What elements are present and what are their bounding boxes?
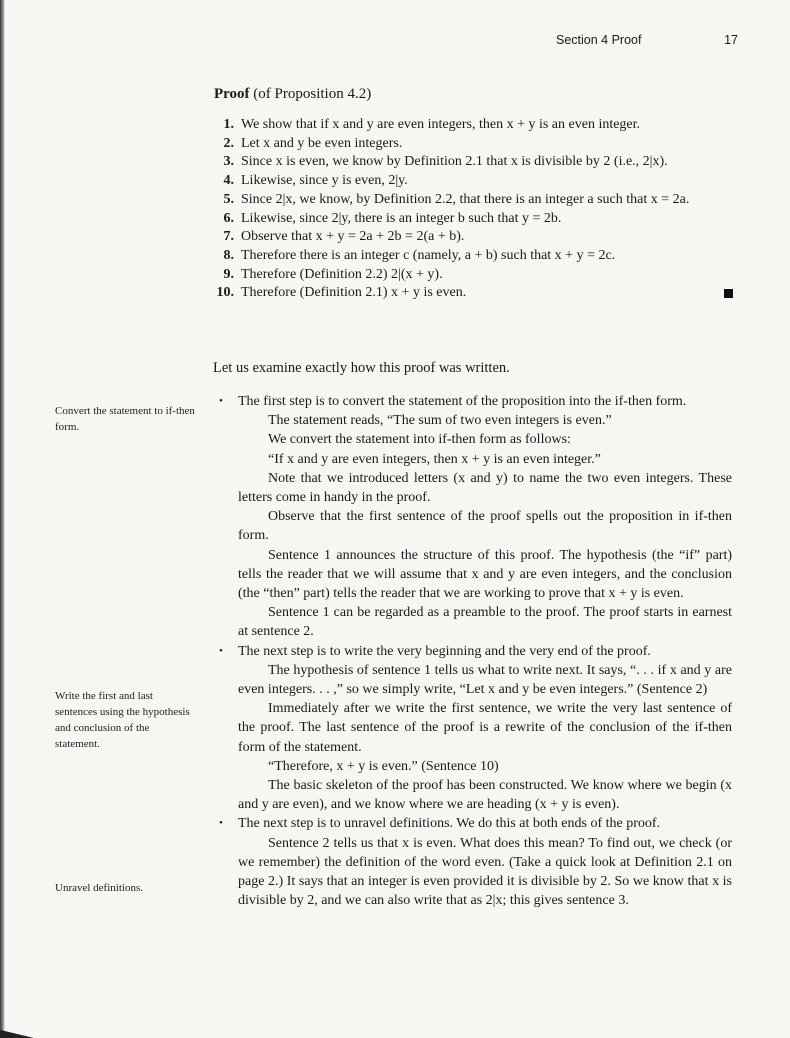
section-label: Section 4 Proof — [556, 33, 642, 47]
proof-step — [214, 247, 739, 266]
step-text: Likewise, since y is even, 2|y. — [241, 173, 408, 189]
bullet-paragraph: • The next step is to unravel definitions. We do this at both ends of the proof. — [238, 814, 732, 833]
paragraph: “If x and y are even integers, then x + y is an even integer.” — [268, 451, 601, 467]
scan-shadow — [0, 0, 5, 1038]
proof-title — [214, 86, 371, 103]
proof-step — [214, 228, 739, 247]
step-number: 3. — [223, 154, 234, 170]
step-text: Let x and y be even integers. — [241, 135, 403, 151]
step-text: We show that if x and y are even integers, then x + y is an even integer. — [241, 117, 641, 132]
proof-title-bold: Proof — [214, 86, 250, 102]
intro-sentence: Let us examine exactly how this proof was written. — [213, 360, 510, 376]
margin-note-first-last: Write the first and last sentences using the hypothesis and conclusion of the statement. — [55, 690, 190, 750]
proof-steps — [214, 116, 739, 303]
step-text: Since 2|x, we know, by Definition 2.2, that there is an integer a such that x = 2a. — [241, 191, 690, 207]
step-text: Likewise, since 2|y, there is an integer b such that y = 2b. — [241, 210, 562, 226]
step-text: Since x is even, we know by Definition 2.1 that x is divisible by 2 (i.e., 2|x). — [241, 154, 668, 170]
scan-shadow-corner — [0, 1028, 42, 1038]
step-text: Therefore (Definition 2.2) 2|(x + y). — [241, 266, 443, 282]
step-number: 7. — [223, 229, 234, 245]
proof-step — [214, 284, 739, 303]
paragraph: Sentence 1 can be regarded as a preamble to the proof. The proof starts in earnest at sentence 2. — [238, 605, 732, 640]
proof-step — [214, 135, 739, 154]
proof-step — [214, 191, 739, 210]
margin-note-unravel: Unravel definitions. — [55, 882, 143, 894]
proof-title-rest: (of Proposition 4.2) — [249, 86, 372, 102]
bullet-paragraph: • The next step is to write the very beginning and the very end of the proof. — [238, 642, 732, 661]
step-number: 2. — [223, 135, 234, 151]
step-number: 1. — [223, 117, 234, 132]
running-header — [540, 33, 740, 51]
paragraph: “Therefore, x + y is even.” (Sentence 10) — [268, 758, 499, 774]
proof-step — [214, 172, 739, 191]
step-number: 4. — [223, 173, 234, 189]
step-number: 6. — [223, 210, 234, 226]
proof-step — [214, 266, 739, 285]
step-text: Therefore there is an integer c (namely, a + b) such that x + y = 2c. — [241, 247, 616, 263]
paragraph: Immediately after we write the first sentence, we write the very last sentence of the proof. The last sentence of the proof is a rewrite of the conclusion of the if-then form of the statement. — [238, 701, 732, 755]
step-text: Therefore (Definition 2.1) x + y is even. — [241, 285, 467, 301]
paragraph: Sentence 2 tells us that x is even. What does this mean? To find out, we check (or we remember) the definition of the word even. (Take a quick look at Definition 2.1 on page 2.) It says that an integer is even provided it is divisible by 2. So we know that x is divisible by 2, and we can also write that as 2|x; this gives sentence 3. — [238, 835, 732, 909]
proof-step — [214, 210, 739, 229]
paragraph: Observe that the first sentence of the proof spells out the proposition in if-then form. — [238, 509, 732, 544]
paragraph: Sentence 1 announces the structure of this proof. The hypothesis (the “if” part) tells the reader that we will assume that x and y are even integers, and the conclusion (the “then” part) tells the reader that we are working to prove that x + y is even. — [238, 547, 732, 602]
bullet-paragraph: • The first step is to convert the statement of the proposition into the if-then form. — [238, 392, 732, 411]
step-number: 8. — [223, 247, 234, 263]
paragraph: The statement reads, “The sum of two even integers is even.” — [268, 413, 612, 429]
step-number: 5. — [223, 191, 234, 207]
explanation-body — [238, 392, 732, 910]
paragraph: Note that we introduced letters (x and y) to name the two even integers. These letters come in handy in the proof. — [238, 470, 732, 506]
qed-square-icon — [724, 289, 733, 298]
margin-note-convert: Convert the statement to if-then form. — [55, 405, 195, 433]
step-number: 10. — [216, 285, 234, 301]
paragraph: The hypothesis of sentence 1 tells us what to write next. It says, “. . . if x and y are even integers. . . ,” so we simply write, “Let x and y be even integers.” (Sentence 2) — [238, 662, 732, 698]
step-number: 9. — [223, 266, 234, 282]
page-number: 17 — [724, 33, 738, 47]
proof-step — [214, 116, 739, 135]
proof-step — [214, 153, 739, 172]
paragraph: We convert the statement into if-then form as follows: — [268, 432, 571, 448]
step-text: Observe that x + y = 2a + 2b = 2(a + b). — [241, 229, 465, 245]
paragraph: The basic skeleton of the proof has been constructed. We know where we begin (x and y are even), and we know where we are heading (x + y is even). — [238, 778, 732, 813]
